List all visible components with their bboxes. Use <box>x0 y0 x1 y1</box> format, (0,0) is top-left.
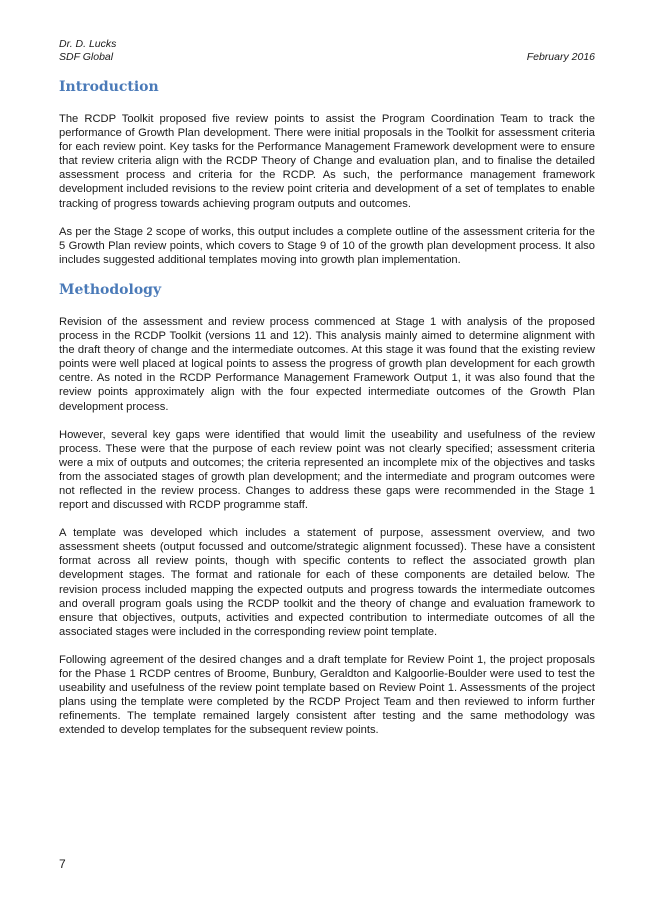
header-organization: SDF Global <box>59 51 114 63</box>
document-body <box>59 78 595 751</box>
page-number: 7 <box>59 857 66 871</box>
methodology-paragraph: A template was developed which includes a statement of purpose, assessment overview, and two assessment sheets (output focussed and outcome/strategic alignment focussed). These have a consistent format across all review points, though with specific contents to reflect the associated growth plan development stages. The format and rationale for each of these components are detailed below. The revision process included mapping the expected outputs and progress towards the intermediate outcomes and overall program goals using the RCDP toolkit and the theory of change and evaluation framework to ensure that objectives, outputs, activities and expected contribution to intermediate outcomes of all the associated stages were included in the corresponding review point template. <box>59 527 595 638</box>
header-date: February 2016 <box>526 51 595 63</box>
header-author: Dr. D. Lucks <box>59 38 117 50</box>
introduction-heading: Introduction <box>59 79 159 95</box>
methodology-paragraph: Following agreement of the desired changes and a draft template for Review Point 1, the project proposals for the Phase 1 RCDP centres of Broome, Bunbury, Geraldton and Kalgoorlie-Boulder were used to test the useability and usefulness of the review point template based on Review Point 1. Assessments of the project plans using the template were completed by the RCDP Project Team and then reviewed to inform further refinements. The template remained largely consistent after testing and the same methodology was extended to develop templates for the subsequent review points. <box>59 653 595 737</box>
introduction-paragraph: As per the Stage 2 scope of works, this output includes a complete outline of the assessment criteria for the 5 Growth Plan review points, which covers to Stage 9 of 10 of the growth plan development process. It also includes suggested additional templates moving into growth plan implementation. <box>59 225 595 266</box>
methodology-heading: Methodology <box>59 281 162 298</box>
methodology-paragraph: However, several key gaps were identified that would limit the useability and usefulness of the review process. These were that the purpose of each review point was not clearly specified; assessment criteria were a mix of outputs and outcomes; the criteria represented an incomplete mix of the objectives and tasks from the associated stages of growth plan development; and the intermediate and program outcomes were not reflected in the review process. Changes to address these gaps were recommended in the Stage 1 report and discussed with RCDP programme staff. <box>59 428 595 512</box>
page-header-left <box>59 38 116 64</box>
methodology-paragraph: Revision of the assessment and review process commenced at Stage 1 with analysis of the proposed process in the RCDP Toolkit (versions 11 and 12). This analysis mainly aimed to determine alignment with the draft theory of change and the intermediate outcomes. At this stage it was found that the existing review points were well placed at logical points to assess the progress of growth plan development for each growth centre. As noted in the RCDP Performance Management Framework Output 1, it was also found that the review points approximately align with the four expected intermediate outcomes of the Growth Plan development process. <box>59 315 595 413</box>
introduction-paragraph: The RCDP Toolkit proposed five review points to assist the Program Coordination Team to track the performance of Growth Plan development. There were initial proposals in the Toolkit for assessment criteria for each review point. Key tasks for the Performance Management Framework development were to ensure that review criteria align with the RCDP Theory of Change and evaluation plan, and to finalise the detailed assessment process and criteria for the RCDP. As such, the performance management framework development included revisions to the review point criteria and development of a set of templates to enable tracking of progress towards achieving program outputs and outcomes. <box>59 113 595 210</box>
